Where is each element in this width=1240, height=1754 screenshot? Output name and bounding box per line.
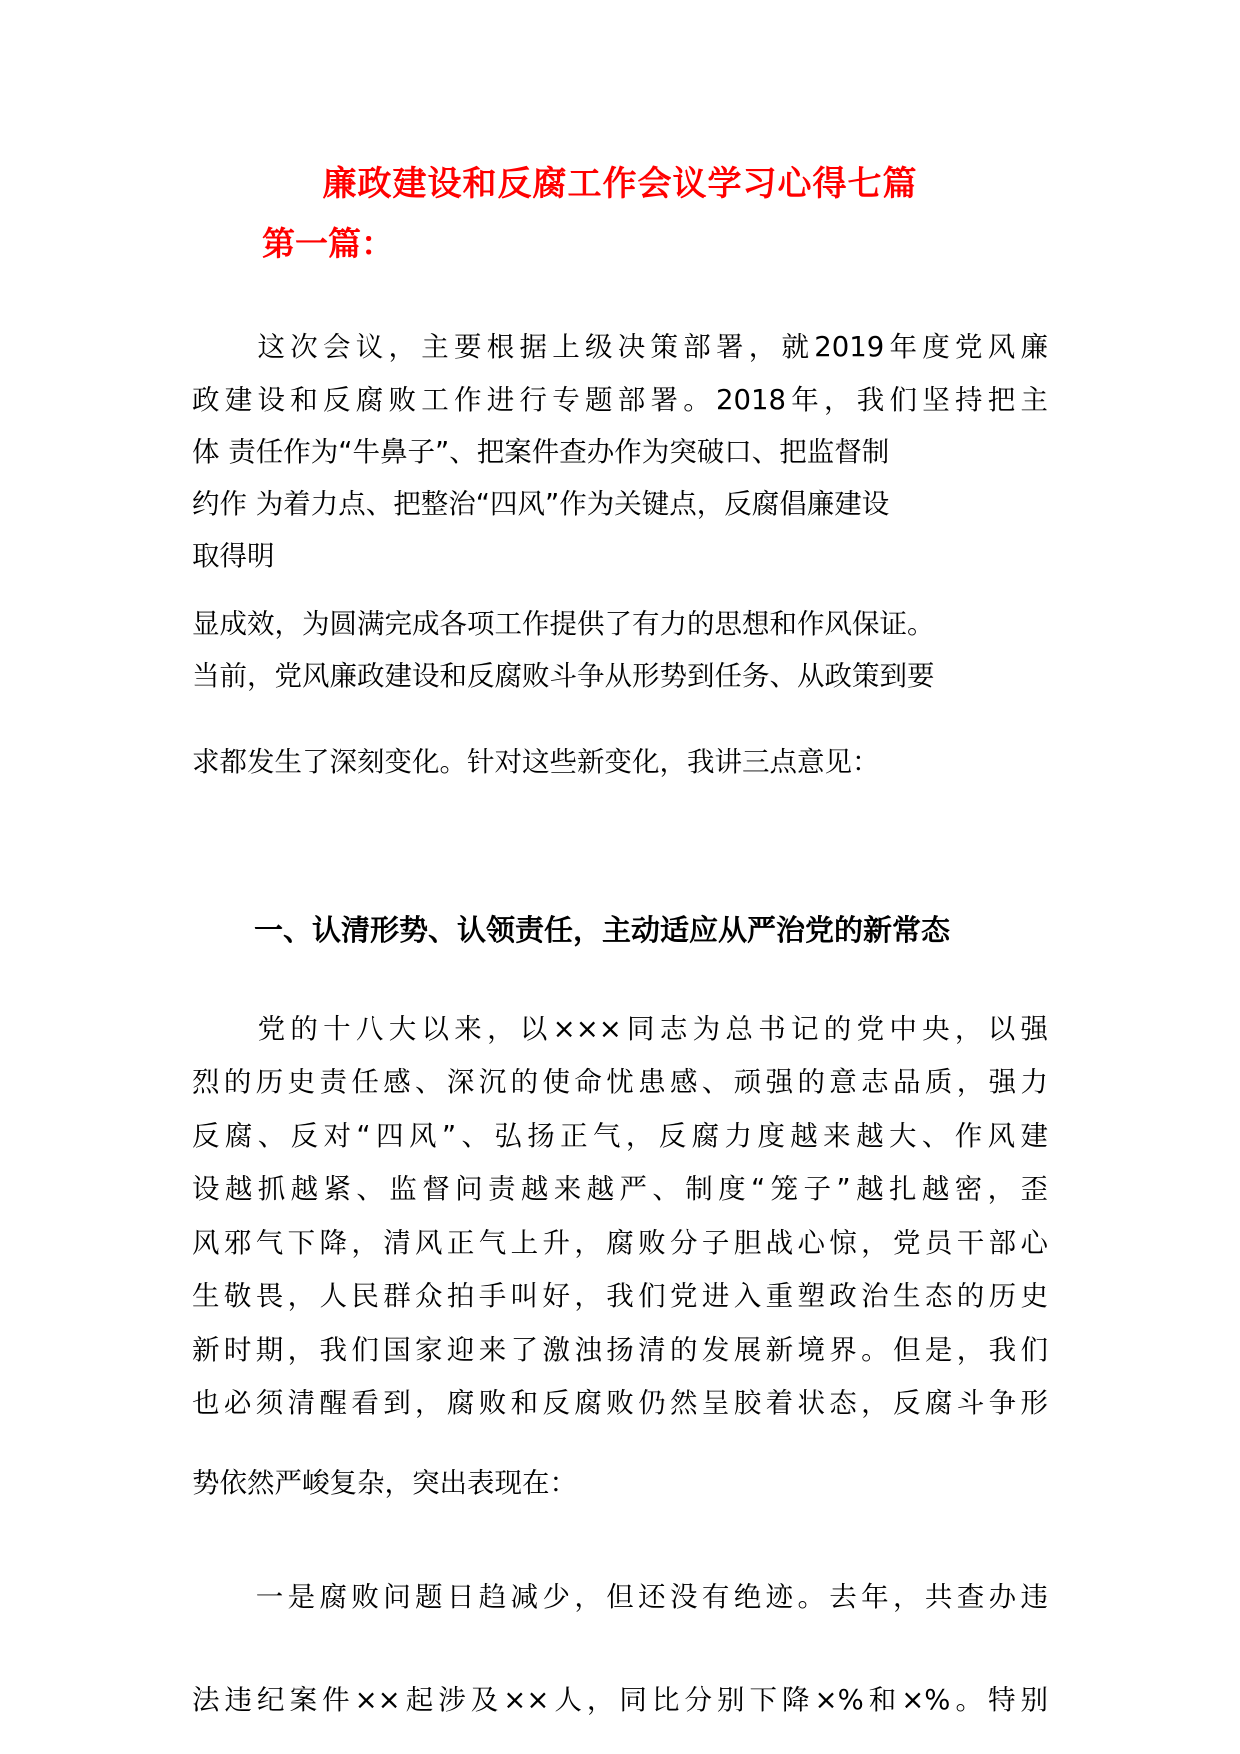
paragraph-line: 法违纪案件××起涉及××人，同比分别下降×%和×%。特别 [192,1684,1048,1716]
paragraph-line: 设越抓越紧、监督问责越来越严、制度“笼子”越扎越密，歪 [192,1173,1048,1205]
paragraph-line: 烈的历史责任感、深沉的使命忧患感、顽强的意志品质，强力 [192,1066,1048,1098]
paragraph-line: 取得明 [192,540,275,572]
chapter-title: 第一篇： [262,224,394,263]
paragraph-line: 当前，党风廉政建设和反腐败斗争从形势到任务、从政策到要 [192,660,935,692]
paragraph-line: 势依然严峻复杂，突出表现在： [192,1467,577,1499]
paragraph-line: 求都发生了深刻变化。针对这些新变化，我讲三点意见： [192,746,880,778]
paragraph-line: 党的十八大以来，以×××同志为总书记的党中央，以强 [192,1013,1048,1045]
paragraph-line: 政建设和反腐败工作进行专题部署。2018年，我们坚持把主 [192,384,1048,416]
paragraph-line: 生敬畏，人民群众拍手叫好，我们党进入重塑政治生态的历史 [192,1280,1048,1312]
paragraph-line: 体 责任作为“牛鼻子”、把案件查办作为突破口、把监督制 [192,436,890,468]
paragraph-line: 新时期，我们国家迎来了激浊扬清的发展新境界。但是，我们 [192,1334,1048,1366]
section-heading: 一、认清形势、认领责任，主动适应从严治党的新常态 [254,913,951,947]
paragraph-line: 风邪气下降，清风正气上升，腐败分子胆战心惊，党员干部心 [192,1227,1048,1259]
document-title: 廉政建设和反腐工作会议学习心得七篇 [322,164,918,204]
paragraph-line: 约作 为着力点、把整治“四风”作为关键点，反腐倡廉建设 [192,488,890,520]
paragraph-line: 显成效，为圆满完成各项工作提供了有力的思想和作风保证。 [192,608,935,640]
paragraph-line: 这次会议，主要根据上级决策部署，就2019年度党风廉 [192,331,1048,363]
paragraph-line: 反腐、反对“四风”、弘扬正气，反腐力度越来越大、作风建 [192,1120,1048,1152]
paragraph-line: 一是腐败问题日趋减少，但还没有绝迹。去年，共查办违 [192,1581,1048,1613]
paragraph-line: 也必须清醒看到，腐败和反腐败仍然呈胶着状态，反腐斗争形 [192,1387,1048,1419]
